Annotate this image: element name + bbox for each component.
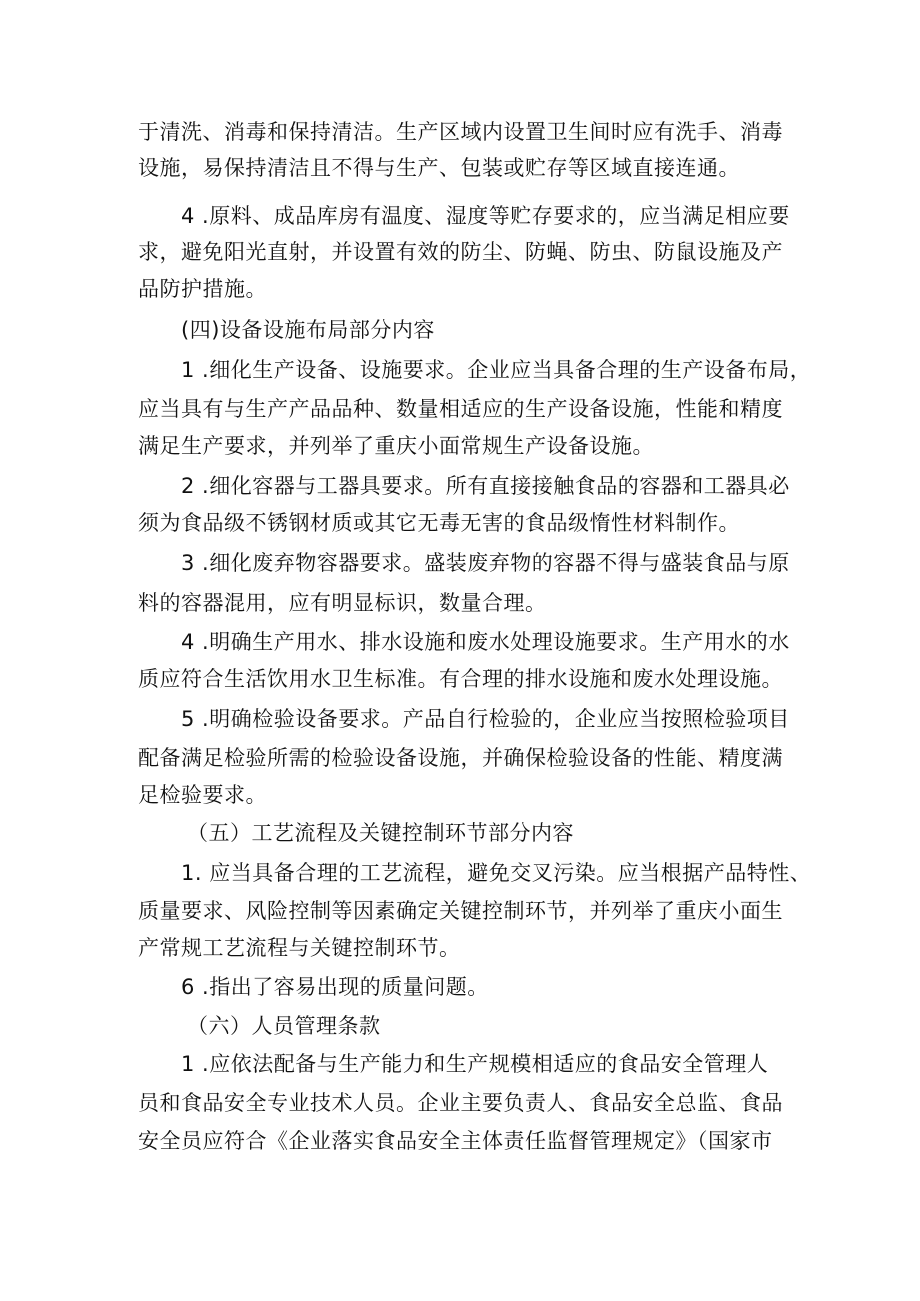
paragraph-line: 安全员应符合《企业落实食品安全主体责任监督管理规定》（国家市: [138, 1129, 773, 1153]
paragraph-line: 3 .细化废弃物容器要求。盛装废弃物的容器不得与盛装食品与原: [181, 551, 790, 575]
paragraph-line: 2 .细化容器与工器具要求。所有直接接触食品的容器和工器具必: [181, 474, 790, 498]
paragraph-line: 质应符合生活饮用水卫生标准。有合理的排水设施和废水处理设施。: [138, 667, 783, 691]
paragraph-line: 满足生产要求，并列举了重庆小面常规生产设备设施。: [138, 434, 654, 458]
paragraph-line: 产常规工艺流程与关键控制环节。: [138, 936, 461, 960]
paragraph-line: 6 .指出了容易出现的质量问题。: [181, 975, 489, 999]
paragraph-line: 员和食品安全专业技术人员。企业主要负责人、食品安全总监、食品: [138, 1091, 783, 1115]
paragraph-line: 配备满足检验所需的检验设备设施，并确保检验设备的性能、精度满: [138, 746, 783, 770]
paragraph-line: 品防护措施。: [138, 277, 267, 301]
paragraph-line: 4 .原料、成品库房有温度、湿度等贮存要求的，应当满足相应要: [181, 204, 790, 228]
section-heading: (四)设备设施布局部分内容: [181, 318, 435, 342]
paragraph-line: 于清洗、消毒和保持清洁。生产区域内设置卫生间时应有洗手、消毒: [138, 120, 783, 144]
paragraph-line: 足检验要求。: [138, 783, 267, 807]
paragraph-line: 质量要求、风险控制等因素确定关键控制环节，并列举了重庆小面生: [138, 899, 783, 923]
paragraph-line: 1 .应依法配备与生产能力和生产规模相适应的食品安全管理人: [181, 1052, 769, 1076]
section-heading: （五）工艺流程及关键控制环节部分内容: [187, 821, 574, 845]
paragraph-line: 设施，易保持清洁且不得与生产、包装或贮存等区域直接连通。: [138, 156, 740, 180]
paragraph-line: 须为食品级不锈钢材质或其它无毒无害的食品级惰性材料制作。: [138, 511, 740, 535]
paragraph-line: 1. 应当具备合理的工艺流程，避免交叉污染。应当根据产品特性、: [181, 861, 812, 885]
paragraph-line: 应当具有与生产产品品种、数量相适应的生产设备设施，性能和精度: [138, 397, 783, 421]
paragraph-line: 5 .明确检验设备要求。产品自行检验的，企业应当按照检验项目: [181, 707, 790, 731]
paragraph-line: 料的容器混用，应有明显标识，数量合理。: [138, 591, 547, 615]
paragraph-line: 1 .细化生产设备、设施要求。企业应当具备合理的生产设备布局，: [181, 358, 812, 382]
paragraph-line: 4 .明确生产用水、排水设施和废水处理设施要求。生产用水的水: [181, 630, 790, 654]
section-heading: （六）人员管理条款: [187, 1014, 381, 1038]
paragraph-line: 求，避免阳光直射，并设置有效的防尘、防蝇、防虫、防鼠设施及产: [138, 240, 783, 264]
